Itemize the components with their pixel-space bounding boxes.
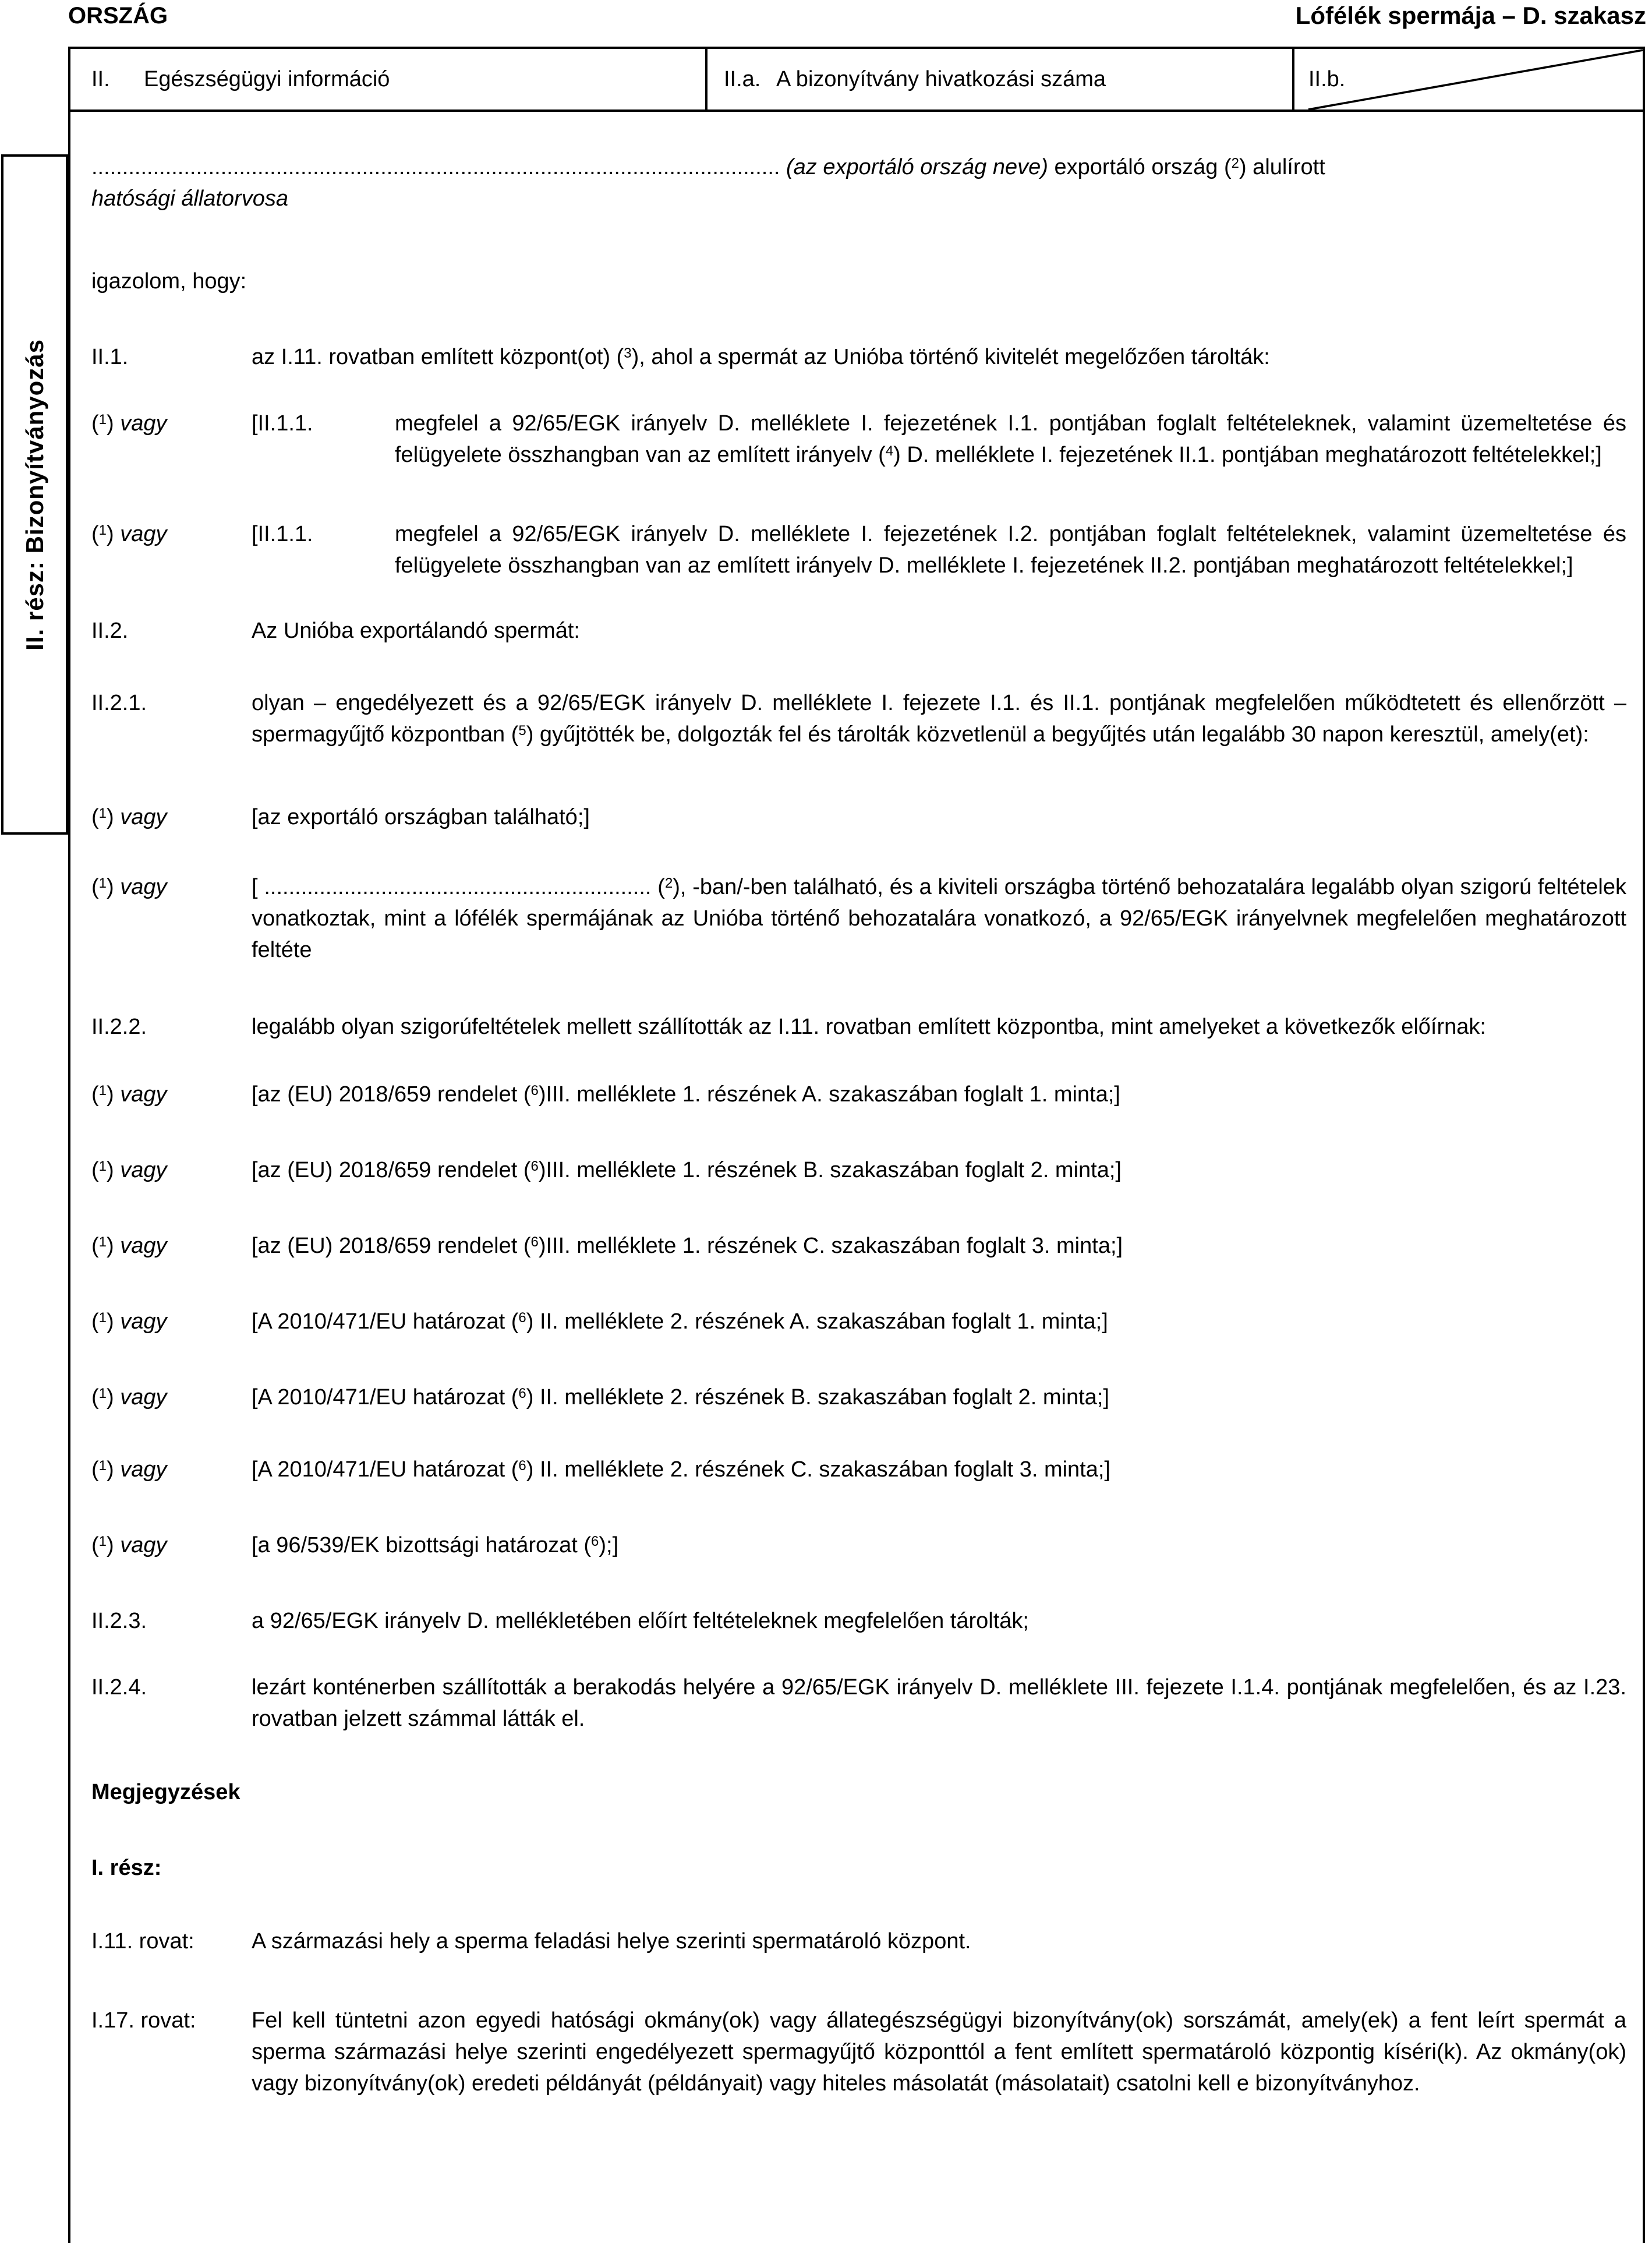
clause-II111-a-text: megfelel a 92/65/EGK irányelv D. melléklete I. fejezetének I.1. pontjában foglalt feltételeknek, valamint üzemeltetése és felügyelete összhangban van az említett irányelv ($^4$) D. melléklete I. fejezetének II.1. pontjában meghatározott feltételekkel;] xyxy=(395,411,1626,467)
part-ii-sidebar-label: II. rész: Bizonyítványozás xyxy=(20,338,48,651)
or-label: ($^1$) vagy xyxy=(91,411,167,436)
note-I17 xyxy=(91,2005,1626,2099)
certificate-reference-header xyxy=(705,49,1292,109)
or-label: ($^1$) vagy xyxy=(91,1533,167,1557)
clause-II111-b-number: [II.1.1. xyxy=(252,522,313,546)
or-label: ($^1$) vagy xyxy=(91,1234,167,1258)
note-I17-text: Fel kell tüntetni azon egyedi hatósági okmány(ok) vagy állategészségügyi bizonyítvány(ok) sorszámát, amely(ek) a fent leírt spermát a sperma származási helye szerinti engedélyezett spermagyűjtő központtól a fent említett spermatároló központig kíséri(k). Az okmány(ok) vagy bizonyítvány(ok) eredeti példányát (példányait) vagy hiteles másolatát (másolatait) csatolni kell e bizonyítványhoz. xyxy=(252,2008,1626,2096)
iib-header-cell xyxy=(1292,49,1643,109)
clause-II23 xyxy=(91,1605,1626,1637)
clause-II2-number: II.2. xyxy=(91,619,129,643)
clause-II22-number: II.2.2. xyxy=(91,1015,147,1039)
or-option-II111-b xyxy=(91,518,1626,581)
clause-II21-number: II.2.1. xyxy=(91,691,147,715)
clause-II1-number: II.1. xyxy=(91,345,129,369)
or-option-third-country-text: [ ............................................................... ($^2$), -ban/-ben található, és a kiviteli országba történő behozatalára legalább olyan szigorú feltételek vonatkoztak, mint a lófélék spermájának az Unióba történő behozatalára vonatkozó, a 92/65/EGK irányelvnek megfelelően meghatározott feltéte xyxy=(252,875,1626,962)
document-title: Lófélék spermája – D. szakasz xyxy=(1295,2,1646,29)
clause-II23-number: II.2.3. xyxy=(91,1609,147,1633)
top-bar xyxy=(68,2,1646,29)
clause-II21-text: olyan – engedélyezett és a 92/65/EGK irányelv D. melléklete I. fejezete I.1. és II.1. pontjának megfelelően működtetett és ellenőrzött – spermagyűjtő központban ($^5$) gyűjtötték be, dolgozták fel és tárolták közvetlenül a begyűjtés után legalább 30 napon keresztül, amely(et): xyxy=(252,691,1626,747)
or-label: ($^1$) vagy xyxy=(91,1082,167,1107)
clause-II22-text: legalább olyan szigorúfeltételek mellett szállították az I.11. rovatban említett központba, mint amelyeket a következők előírnak: xyxy=(252,1015,1486,1039)
intro-paragraph xyxy=(91,151,1626,214)
or-label: ($^1$) vagy xyxy=(91,1385,167,1410)
or-option-96-539-text: [a 96/539/EK bizottsági határozat ($^6$);] xyxy=(252,1533,619,1557)
or-label: ($^1$) vagy xyxy=(91,1457,167,1482)
or-label: ($^1$) vagy xyxy=(91,875,167,899)
clause-II111-a-number: [II.1.1. xyxy=(252,411,313,436)
or-option-2018-659-model-1 xyxy=(91,1079,1626,1110)
official-veterinarian-line: hatósági állatorvosa xyxy=(91,186,288,211)
header-iia-number: II.a. xyxy=(724,67,761,91)
or-option-third-country xyxy=(91,871,1626,966)
clause-II24 xyxy=(91,1672,1626,1735)
or-option-2010-471-model-3 xyxy=(91,1454,1626,1485)
or-label: ($^1$) vagy xyxy=(91,522,167,546)
clause-II2 xyxy=(91,615,1626,647)
or-option-2010-471-model-1 xyxy=(91,1306,1626,1337)
or-option-2010-471-model-2 xyxy=(91,1382,1626,1413)
clause-II24-text: lezárt konténerben szállították a berakodás helyére a 92/65/EGK irányelv D. melléklete III. fejezete I.1.4. pontjának megfelelően, és az I.23. rovatban jelzett számmal látták el. xyxy=(252,1675,1626,1731)
note-I11-number: I.11. rovat: xyxy=(91,1929,194,1954)
part-ii-sidebar xyxy=(1,154,68,835)
header-ii-label: Egészségügyi információ xyxy=(144,67,390,91)
note-I11-text: A származási hely a sperma feladási helye szerinti spermatároló központ. xyxy=(252,1929,971,1954)
or-option-located-text: [az exportáló országban található;] xyxy=(252,805,590,829)
or-option-2010-471-model-2-text: [A 2010/471/EU határozat ($^6$) II. melléklete 2. részének B. szakaszában foglalt 2. minta;] xyxy=(252,1385,1109,1410)
blank-field-country-name: ................................................................................................................ (az exportáló ország neve) exportáló ország ($^2$) alulírott xyxy=(91,155,1325,179)
or-option-2018-659-model-1-text: [az (EU) 2018/659 rendelet ($^6$)III. melléklete 1. részének A. szakaszában foglalt 1. minta;] xyxy=(252,1082,1120,1107)
health-information-header xyxy=(70,49,705,109)
part-I-heading: I. rész: xyxy=(91,1856,162,1880)
or-option-2018-659-model-3 xyxy=(91,1230,1626,1262)
note-I17-number: I.17. rovat: xyxy=(91,2008,196,2033)
or-label: ($^1$) vagy xyxy=(91,1309,167,1334)
or-option-2018-659-model-2-text: [az (EU) 2018/659 rendelet ($^6$)III. melléklete 1. részének B. szakaszában foglalt 2. minta;] xyxy=(252,1158,1122,1182)
clause-II23-text: a 92/65/EGK irányelv D. mellékletében előírt feltételeknek megfelelően tárolták; xyxy=(252,1609,1029,1633)
certify-statement: igazolom, hogy: xyxy=(91,269,247,294)
notes-heading: Megjegyzések xyxy=(91,1780,240,1804)
header-iib-number: II.b. xyxy=(1308,67,1346,91)
clause-II2-text: Az Unióba exportálandó spermát: xyxy=(252,619,580,643)
clause-II1-text: az I.11. rovatban említett központ(ot) ($^3$), ahol a spermát az Unióba történő kivitelét megelőzően tárolták: xyxy=(252,345,1270,369)
or-option-2018-659-model-3-text: [az (EU) 2018/659 rendelet ($^6$)III. melléklete 1. részének C. szakaszában foglalt 3. minta;] xyxy=(252,1234,1123,1258)
clause-II22 xyxy=(91,1011,1626,1043)
clause-II24-number: II.2.4. xyxy=(91,1675,147,1700)
or-option-96-539 xyxy=(91,1530,1626,1561)
or-option-II111-a xyxy=(91,408,1626,471)
or-label: ($^1$) vagy xyxy=(91,1158,167,1182)
or-option-2018-659-model-2 xyxy=(91,1154,1626,1186)
clause-II21 xyxy=(91,687,1626,750)
or-option-2010-471-model-1-text: [A 2010/471/EU határozat ($^6$) II. melléklete 2. részének A. szakaszában foglalt 1. minta;] xyxy=(252,1309,1108,1334)
note-I11 xyxy=(91,1926,1626,1957)
table-header-row xyxy=(70,49,1643,112)
or-option-2010-471-model-3-text: [A 2010/471/EU határozat ($^6$) II. melléklete 2. részének C. szakaszában foglalt 3. minta;] xyxy=(252,1457,1110,1482)
header-iia-label: A bizonyítvány hivatkozási száma xyxy=(776,67,1106,91)
clause-II111-b-text: megfelel a 92/65/EGK irányelv D. melléklete I. fejezetének I.2. pontjában foglalt feltételeknek, valamint üzemeltetése és felügyelete összhangban van az említett irányelv D. melléklete I. fejezetének II.2. pontjában meghatározott feltételekkel;] xyxy=(395,522,1626,578)
header-ii-number: II. xyxy=(91,67,110,91)
country-label: ORSZÁG xyxy=(68,3,168,29)
or-label: ($^1$) vagy xyxy=(91,805,167,829)
clause-II1 xyxy=(91,341,1626,373)
exporting-country-line xyxy=(91,151,1626,183)
or-option-located-in-exporting-country xyxy=(91,801,1626,833)
certificate-body xyxy=(70,151,1643,2099)
certificate-table xyxy=(68,47,1645,2243)
